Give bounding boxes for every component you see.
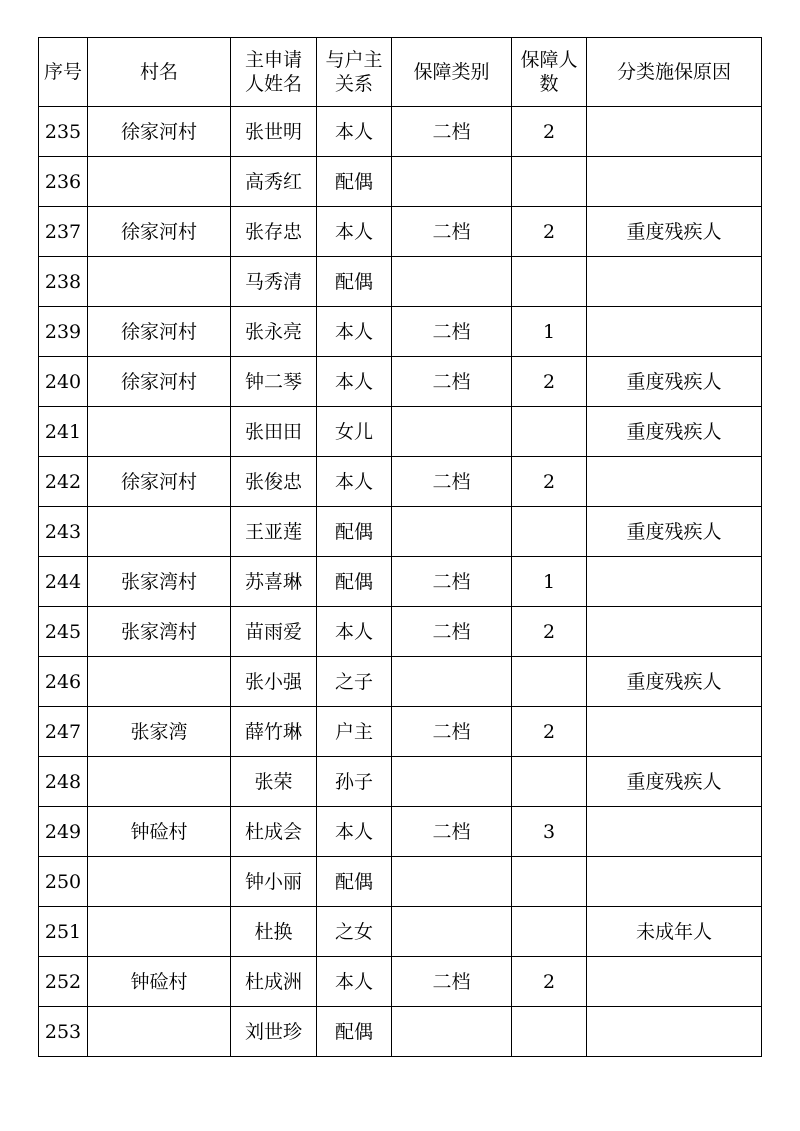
cell-count: [512, 507, 587, 557]
cell-name: 张存忠: [231, 207, 317, 257]
cell-count: 1: [512, 557, 587, 607]
cell-reason: [587, 957, 762, 1007]
cell-reason: 未成年人: [587, 907, 762, 957]
header-count: [512, 38, 587, 107]
cell-index: 247: [39, 707, 88, 757]
cell-category: [392, 907, 512, 957]
cell-village: 徐家河村: [88, 357, 231, 407]
cell-village: [88, 857, 231, 907]
cell-index: 245: [39, 607, 88, 657]
cell-count: 2: [512, 107, 587, 157]
header-applicant-line2: 人姓名: [244, 73, 302, 95]
cell-index: 240: [39, 357, 88, 407]
cell-reason: [587, 857, 762, 907]
cell-category: [392, 257, 512, 307]
cell-index: 237: [39, 207, 88, 257]
header-relation-line1: 与户主: [325, 49, 383, 71]
header-applicant: [231, 38, 317, 107]
cell-relation: 孙子: [317, 757, 392, 807]
table-row: [39, 957, 762, 1007]
cell-village: 张家湾: [88, 707, 231, 757]
cell-category: [392, 857, 512, 907]
cell-count: 3: [512, 807, 587, 857]
cell-village: 徐家河村: [88, 107, 231, 157]
table-row: [39, 707, 762, 757]
cell-name: 张荣: [231, 757, 317, 807]
cell-count: [512, 907, 587, 957]
header-category: 保障类别: [392, 38, 512, 107]
cell-index: 252: [39, 957, 88, 1007]
cell-reason: 重度残疾人: [587, 507, 762, 557]
cell-category: 二档: [392, 357, 512, 407]
cell-count: [512, 407, 587, 457]
cell-reason: [587, 1007, 762, 1057]
cell-reason: [587, 607, 762, 657]
cell-village: [88, 407, 231, 457]
cell-index: 253: [39, 1007, 88, 1057]
table-row: [39, 657, 762, 707]
cell-count: 2: [512, 607, 587, 657]
table-row: [39, 557, 762, 607]
header-row: [39, 38, 762, 107]
cell-name: 钟小丽: [231, 857, 317, 907]
cell-index: 244: [39, 557, 88, 607]
cell-category: 二档: [392, 457, 512, 507]
cell-category: 二档: [392, 107, 512, 157]
cell-index: 248: [39, 757, 88, 807]
cell-relation: 配偶: [317, 1007, 392, 1057]
cell-name: 杜换: [231, 907, 317, 957]
cell-reason: [587, 557, 762, 607]
table-row: [39, 907, 762, 957]
cell-name: 张永亮: [231, 307, 317, 357]
header-relation: [317, 38, 392, 107]
cell-relation: 本人: [317, 807, 392, 857]
cell-count: [512, 657, 587, 707]
cell-village: [88, 507, 231, 557]
cell-category: [392, 757, 512, 807]
table-row: [39, 357, 762, 407]
cell-count: 2: [512, 707, 587, 757]
cell-index: 239: [39, 307, 88, 357]
cell-reason: 重度残疾人: [587, 357, 762, 407]
cell-category: [392, 1007, 512, 1057]
cell-name: 王亚莲: [231, 507, 317, 557]
cell-reason: [587, 257, 762, 307]
cell-village: 钟硷村: [88, 957, 231, 1007]
table-row: [39, 107, 762, 157]
cell-index: 238: [39, 257, 88, 307]
cell-reason: [587, 307, 762, 357]
cell-reason: 重度残疾人: [587, 657, 762, 707]
cell-index: 250: [39, 857, 88, 907]
table-row: [39, 607, 762, 657]
cell-relation: 配偶: [317, 857, 392, 907]
cell-relation: 之女: [317, 907, 392, 957]
header-applicant-line1: 主申请: [244, 49, 302, 71]
cell-count: 2: [512, 957, 587, 1007]
cell-relation: 配偶: [317, 257, 392, 307]
cell-index: 242: [39, 457, 88, 507]
cell-reason: [587, 707, 762, 757]
cell-relation: 户主: [317, 707, 392, 757]
cell-index: 243: [39, 507, 88, 557]
table-row: [39, 407, 762, 457]
cell-village: 徐家河村: [88, 307, 231, 357]
cell-name: 苗雨爱: [231, 607, 317, 657]
cell-index: 246: [39, 657, 88, 707]
cell-name: 薛竹琳: [231, 707, 317, 757]
cell-village: [88, 1007, 231, 1057]
cell-relation: 本人: [317, 457, 392, 507]
cell-count: 2: [512, 357, 587, 407]
cell-relation: 配偶: [317, 507, 392, 557]
cell-reason: [587, 457, 762, 507]
cell-index: 236: [39, 157, 88, 207]
cell-reason: [587, 807, 762, 857]
cell-relation: 配偶: [317, 557, 392, 607]
cell-relation: 本人: [317, 607, 392, 657]
cell-count: [512, 257, 587, 307]
cell-index: 251: [39, 907, 88, 957]
table-row: [39, 807, 762, 857]
cell-name: 张田田: [231, 407, 317, 457]
cell-count: [512, 1007, 587, 1057]
cell-relation: 本人: [317, 207, 392, 257]
cell-relation: 本人: [317, 107, 392, 157]
table-row: [39, 157, 762, 207]
table-row: [39, 257, 762, 307]
cell-index: 241: [39, 407, 88, 457]
cell-index: 235: [39, 107, 88, 157]
cell-relation: 本人: [317, 307, 392, 357]
header-reason: 分类施保原因: [587, 38, 762, 107]
cell-reason: 重度残疾人: [587, 407, 762, 457]
cell-name: 张俊忠: [231, 457, 317, 507]
table-row: [39, 307, 762, 357]
cell-category: 二档: [392, 557, 512, 607]
cell-relation: 女儿: [317, 407, 392, 457]
table-row: [39, 1007, 762, 1057]
cell-relation: 配偶: [317, 157, 392, 207]
cell-category: 二档: [392, 307, 512, 357]
cell-village: 徐家河村: [88, 207, 231, 257]
cell-category: [392, 407, 512, 457]
header-index: 序号: [39, 38, 88, 107]
table-row: [39, 507, 762, 557]
cell-village: [88, 257, 231, 307]
cell-name: 杜成洲: [231, 957, 317, 1007]
assistance-roster-table: [38, 37, 762, 1057]
cell-relation: 之子: [317, 657, 392, 707]
cell-index: 249: [39, 807, 88, 857]
cell-count: [512, 757, 587, 807]
cell-name: 刘世珍: [231, 1007, 317, 1057]
table-row: [39, 207, 762, 257]
header-village: 村名: [88, 38, 231, 107]
cell-reason: 重度残疾人: [587, 207, 762, 257]
header-relation-line2: 关系: [334, 73, 373, 95]
cell-category: 二档: [392, 707, 512, 757]
cell-category: 二档: [392, 807, 512, 857]
cell-category: [392, 507, 512, 557]
cell-category: [392, 657, 512, 707]
table-row: [39, 857, 762, 907]
cell-category: 二档: [392, 207, 512, 257]
cell-reason: [587, 157, 762, 207]
cell-count: [512, 857, 587, 907]
cell-name: 钟二琴: [231, 357, 317, 407]
cell-village: 钟硷村: [88, 807, 231, 857]
cell-village: [88, 757, 231, 807]
cell-category: 二档: [392, 607, 512, 657]
cell-village: [88, 157, 231, 207]
cell-name: 苏喜琳: [231, 557, 317, 607]
cell-name: 张世明: [231, 107, 317, 157]
cell-count: 2: [512, 207, 587, 257]
cell-name: 张小强: [231, 657, 317, 707]
cell-relation: 本人: [317, 357, 392, 407]
cell-count: 2: [512, 457, 587, 507]
header-count-line1: 保障人: [520, 49, 578, 71]
cell-category: [392, 157, 512, 207]
cell-village: [88, 657, 231, 707]
cell-relation: 本人: [317, 957, 392, 1007]
cell-village: 张家湾村: [88, 557, 231, 607]
table-row: [39, 457, 762, 507]
table-row: [39, 757, 762, 807]
cell-village: [88, 907, 231, 957]
cell-category: 二档: [392, 957, 512, 1007]
cell-reason: 重度残疾人: [587, 757, 762, 807]
cell-village: 张家湾村: [88, 607, 231, 657]
cell-village: 徐家河村: [88, 457, 231, 507]
cell-name: 马秀清: [231, 257, 317, 307]
header-count-line2: 数: [539, 73, 559, 95]
cell-name: 高秀红: [231, 157, 317, 207]
cell-count: 1: [512, 307, 587, 357]
cell-name: 杜成会: [231, 807, 317, 857]
cell-count: [512, 157, 587, 207]
cell-reason: [587, 107, 762, 157]
